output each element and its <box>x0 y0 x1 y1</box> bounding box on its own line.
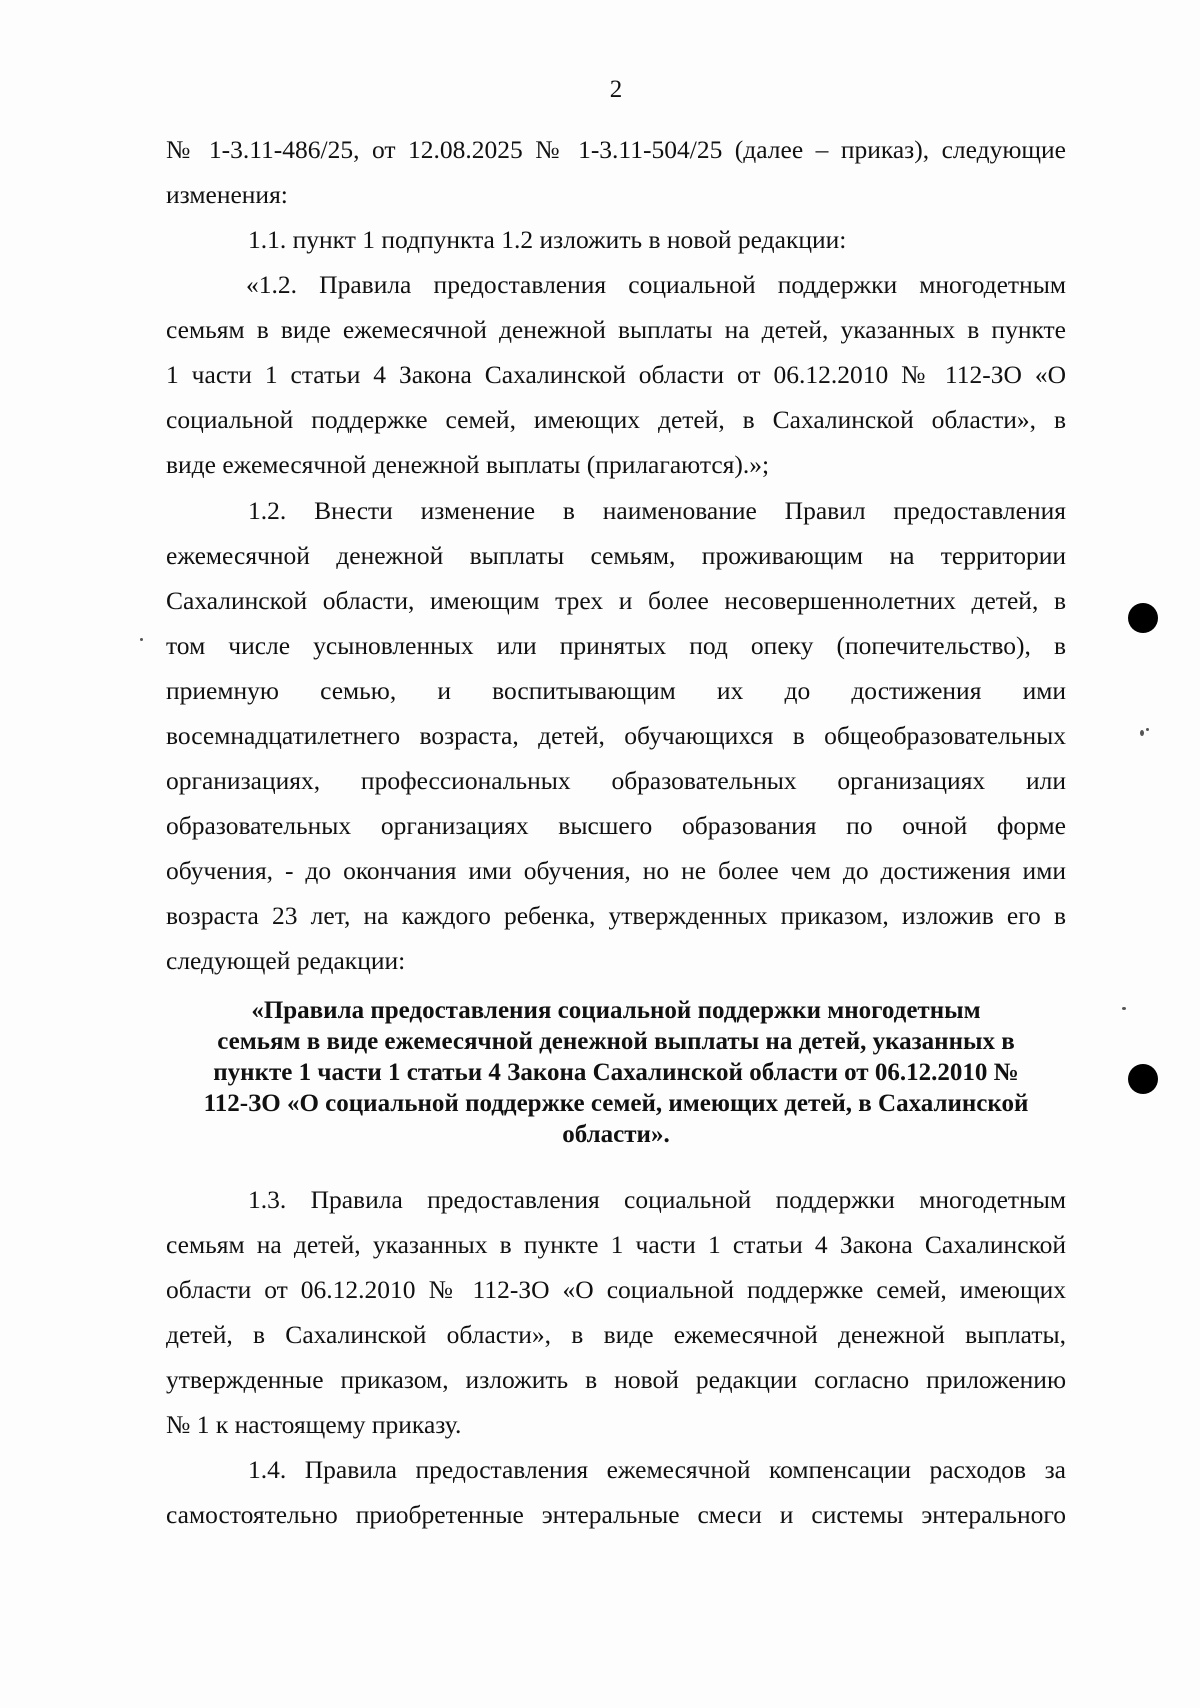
text-line: образовательных организациях высшего образования по очной форме <box>166 811 1066 840</box>
text-line: детей, в Сахалинской области», в виде ежемесячной денежной выплаты, <box>166 1320 1066 1349</box>
text-line: утвержденные приказом, изложить в новой редакции согласно приложению <box>166 1365 1066 1394</box>
text-line: 1.4. Правила предоставления ежемесячной компенсации расходов за <box>248 1455 1066 1484</box>
text-line: 1 части 1 статьи 4 Закона Сахалинской области от 06.12.2010 № 112-ЗО «О <box>166 360 1066 389</box>
section-title-line: области». <box>562 1121 670 1148</box>
text-line: восемнадцатилетнего возраста, детей, обучающихся в общеобразовательных <box>166 721 1066 750</box>
text-line: возраста 23 лет, на каждого ребенка, утвержденных приказом, изложив его в <box>166 901 1066 930</box>
text-line: самостоятельно приобретенные энтеральные смеси и системы энтерального <box>166 1500 1066 1529</box>
scan-speck <box>1122 1007 1126 1010</box>
scan-speck <box>140 638 143 641</box>
text-line: том числе усыновленных или принятых под опеку (попечительство), в <box>166 631 1066 660</box>
text-line: виде ежемесячной денежной выплаты (прилагаются).»; <box>166 450 770 479</box>
text-line: семьям в виде ежемесячной денежной выплаты на детей, указанных в пункте <box>166 315 1066 344</box>
binder-hole-mark <box>1128 603 1158 633</box>
section-title-line: семьям в виде ежемесячной денежной выплаты на детей, указанных в <box>217 1028 1015 1055</box>
scan-speck <box>1146 728 1149 731</box>
text-line: социальной поддержке семей, имеющих детей, в Сахалинской области», в <box>166 405 1066 434</box>
text-line: организациях, профессиональных образовательных организациях или <box>166 766 1066 795</box>
section-title-line: «Правила предоставления социальной поддержки многодетным <box>251 997 981 1024</box>
binder-hole-mark <box>1128 1064 1158 1094</box>
section-title-line: пункте 1 части 1 статьи 4 Закона Сахалинской области от 06.12.2010 № <box>213 1059 1019 1086</box>
text-line: 1.3. Правила предоставления социальной поддержки многодетным <box>248 1185 1066 1214</box>
text-line: семьям на детей, указанных в пункте 1 части 1 статьи 4 Закона Сахалинской <box>166 1230 1066 1259</box>
text-line: приемную семью, и воспитывающим их до достижения ими <box>166 676 1066 705</box>
text-line: 1.2. Внести изменение в наименование Правил предоставления <box>248 496 1066 525</box>
text-line: 1.1. пункт 1 подпункта 1.2 изложить в новой редакции: <box>248 225 847 254</box>
text-line: ежемесячной денежной выплаты семьям, проживающим на территории <box>166 541 1066 570</box>
text-line: обучения, - до окончания ими обучения, но не более чем до достижения ими <box>166 856 1066 885</box>
scan-speck <box>1140 730 1144 736</box>
text-line: изменения: <box>166 180 288 209</box>
text-line: № 1 к настоящему приказу. <box>166 1410 462 1439</box>
text-line: № 1-3.11-486/25, от 12.08.2025 № 1-3.11-504/25 (далее – приказ), следующие <box>166 135 1066 164</box>
text-line: «1.2. Правила предоставления социальной поддержки многодетным <box>246 270 1066 299</box>
text-line: области от 06.12.2010 № 112-ЗО «О социальной поддержке семей, имеющих <box>166 1275 1066 1304</box>
text-line: Сахалинской области, имеющим трех и более несовершеннолетних детей, в <box>166 586 1066 615</box>
section-title-line: 112-ЗО «О социальной поддержке семей, имеющих детей, в Сахалинской <box>203 1090 1029 1117</box>
text-line: следующей редакции: <box>166 946 406 975</box>
page-number: 2 <box>609 76 623 103</box>
